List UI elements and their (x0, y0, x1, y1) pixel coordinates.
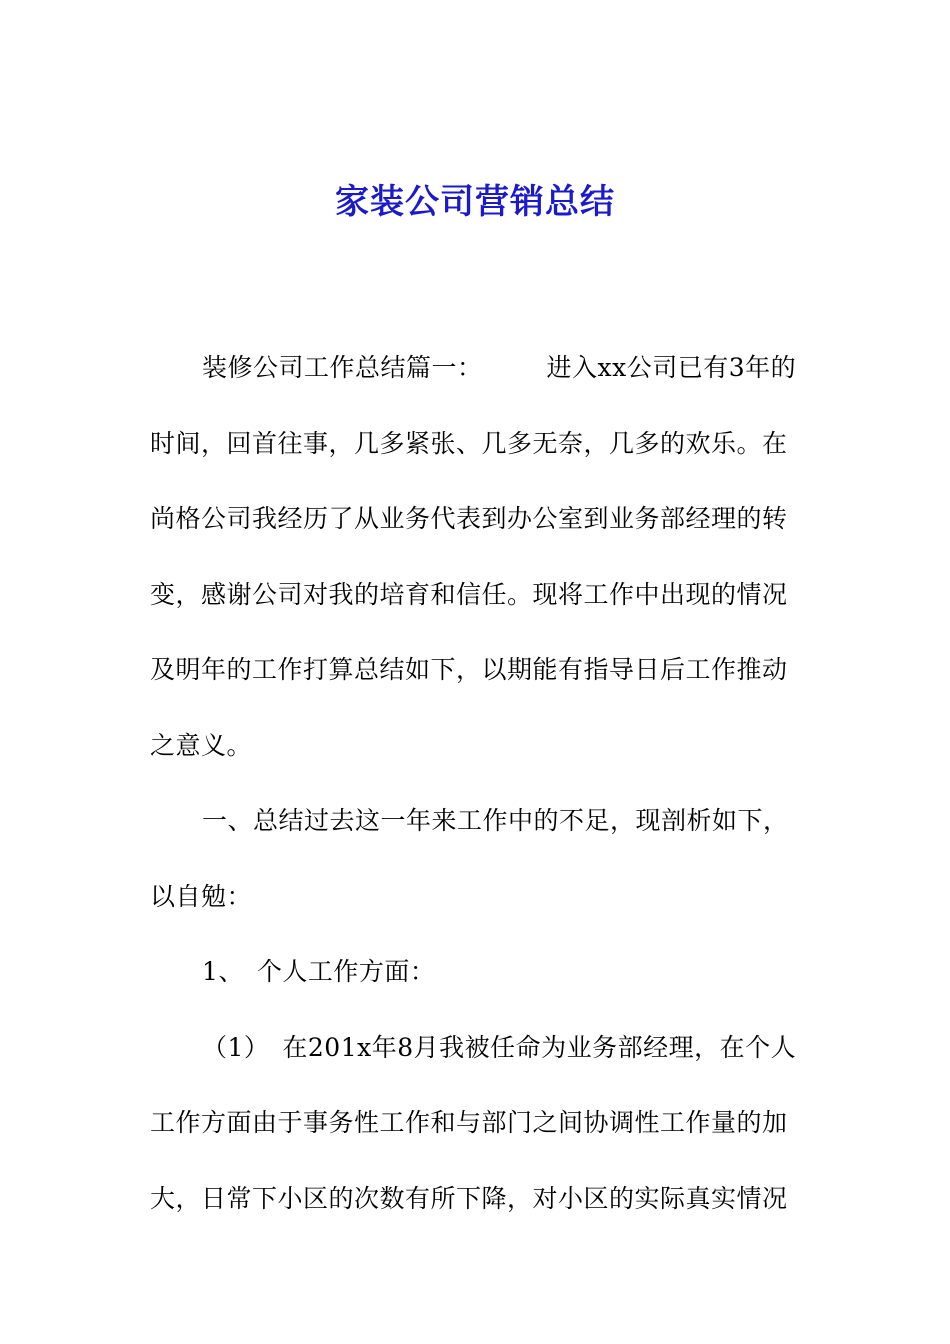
body-line: 尚格公司我经历了从业务代表到办公室到业务部经理的转 (150, 504, 788, 533)
body-line: （1） 在201x年8月我被任命为业务部经理，在个人 (202, 1032, 797, 1062)
document-body (150, 330, 800, 1236)
body-line: 及明年的工作打算总结如下，以期能有指导日后工作推动 (150, 655, 788, 684)
body-line: 之意义。 (150, 730, 253, 760)
body-line: 大，日常下小区的次数有所下降，对小区的实际真实情况 (150, 1183, 788, 1213)
body-line: 1、 个人工作方面： (202, 957, 436, 986)
body-line: 装修公司工作总结篇一： 进入xx公司已有3年的 (202, 353, 797, 382)
body-line: 变，感谢公司对我的培育和信任。现将工作中出现的情况 (150, 579, 788, 609)
body-line: 工作方面由于事务性工作和与部门之间协调性工作量的加 (150, 1108, 788, 1137)
body-line: 以自勉： (150, 881, 253, 911)
document-title: 家装公司营销总结 (335, 182, 615, 222)
body-line: 时间，回首往事，几多紧张、几多无奈，几多的欢乐。在 (150, 428, 788, 458)
body-line: 一、总结过去这一年来工作中的不足，现剖析如下， (202, 806, 789, 835)
